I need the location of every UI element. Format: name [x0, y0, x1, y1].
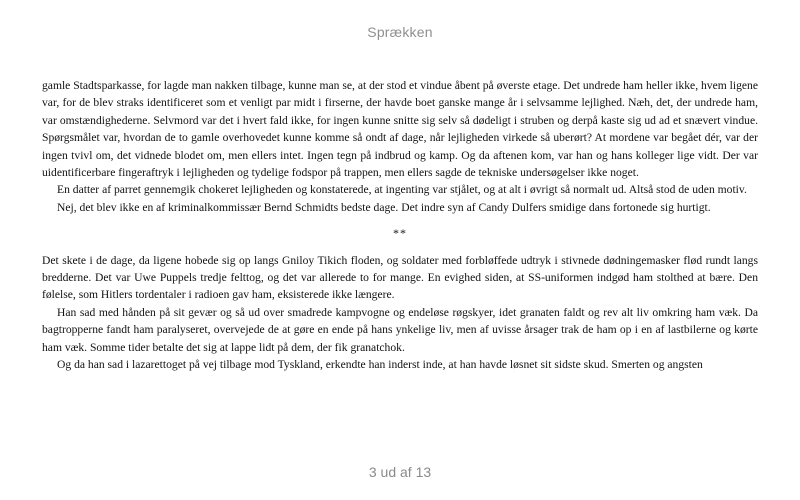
paragraph: Han sad med hånden på sit gevær og så ud over smadrede kampvogne og endeløse røgskyer, idet granaten faldt og rev alt liv omkring ham væk. Da bagtropperne fandt ham paralyseret, overvejede de at gøre en ende på hans ynkelige liv, men af uvisse årsager trak de ham op i en af lastbilerne og kørte ham væk. Somme tider betalte det sig at lappe lidt på dem, der fik granatchok. [42, 305, 758, 354]
paragraph: gamle Stadtsparkasse, for lagde man nakken tilbage, kunne man se, at der stod et vindue åbent på øverste etage. Det undrede ham heller ikke, hvem ligene var, for de blev straks identificeret som et venligt par midt i firserne, der havde boet ganske mange år i selvsamme lejlighed. Næh, det, der undrede ham, var omstændighederne. Selvmord var det i hvert fald ikke, for ingen kunne snitte sig selv så dødeligt i struben og derpå kaste sig ud ad et snævert vindue. Spørgsmålet var, hvordan de to gamle overhovedet kunne komme så ondt af dage, når lejligheden virkede så uberørt? At mordene var begået dér, var der ingen tvivl om, det vidnede blodet om, men ellers intet. Ingen tegn på indbrud og kamp. Og da aftenen kom, var han og hans kolleger lige vidt. Der var uidentificerbare fingeraftryk i lejligheden og tydelige fodspor på trappen, men ellers sagde de tekniske undersøgelser ikke noget. [42, 79, 758, 180]
section-break-marker: ** [393, 226, 407, 241]
book-title: Sprækken [367, 24, 433, 40]
paragraph: Det skete i de dage, da ligene hobede sig op langs Gniloy Tikich floden, og soldater med forbløffede udtryk i stivnede dødningemasker flød rundt langs bredderne. Det var Uwe Puppels tredje felttog, og det var allerede to for mange. En evighed siden, at SS-uniformen indgød ham stolthed at bære. Den følelse, som Hitlers tordentaler i radioen gav ham, eksisterede ikke længere. [42, 253, 758, 302]
paragraph: Nej, det blev ikke en af kriminalkommissær Bernd Schmidts bedste dage. Det indre syn af Candy Dulfers smidige dans fortonede sig hurtigt. [57, 200, 711, 214]
page-text [42, 77, 758, 374]
page-position-indicator: 3 ud af 13 [368, 464, 432, 480]
paragraph: Og da han sad i lazarettoget på vej tilbage mod Tyskland, erkendte han inderst inde, at han havde løsnet sit sidste skud. Smerten og angsten [57, 358, 703, 372]
paragraph: En datter af parret gennemgik chokeret lejligheden og konstaterede, at ingenting var stjålet, og at alt i øvrigt så normalt ud. Altså stod de uden motiv. [57, 183, 747, 197]
